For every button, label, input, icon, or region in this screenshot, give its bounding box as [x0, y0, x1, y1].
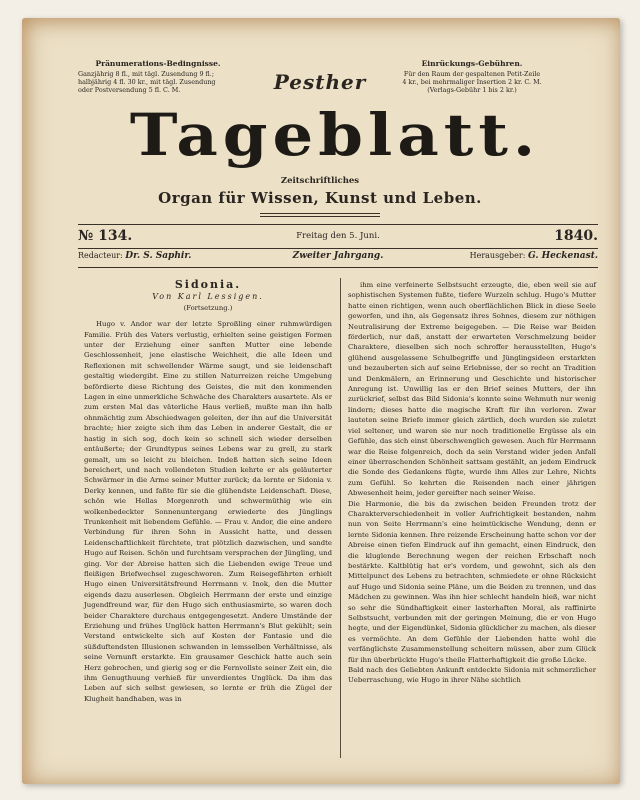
masthead-subtitle: Zeitschriftliches: [280, 176, 360, 186]
article-column-left: [84, 280, 332, 704]
editor-label: Redacteur:: [78, 251, 123, 260]
volume: Zweiter Jahrgang.: [292, 251, 384, 261]
issue-date: Freitag den 5. Juni.: [296, 231, 380, 241]
issue-year: 1840.: [554, 228, 598, 244]
masthead-city: Pesther: [273, 70, 367, 94]
article-author: Von Karl Lessigen.: [152, 292, 264, 302]
issue-number: № 134.: [78, 228, 133, 244]
article-continued: (Fortsetzung.): [183, 303, 233, 312]
editor-name: Dr. S. Saphir.: [125, 251, 192, 261]
fees-line: (Verlags-Gebühr 1 bis 2 kr.): [427, 86, 517, 94]
subscription-line: oder Postversendung 5 fl. C. M.: [78, 86, 181, 94]
subscription-line: Ganzjährig 8 fl., mit tägl. Zusendung 9 fl.;: [78, 70, 214, 78]
column-divider: [340, 278, 341, 758]
issue-line: [78, 228, 598, 248]
staff-line: [78, 251, 598, 265]
ornament-rule: [260, 213, 380, 217]
publisher-name: G. Heckenast.: [527, 251, 598, 261]
article-text: ihm eine verfeinerte Selbstsucht erzeugte, die, eben weil sie auf sophistischen Systemen fußte, tiefere Wurzeln schlug. Hugo's Mutter hatte einen richtigen, wenn auch oberflächlichen Blick in diese Seele geworfen, und ihn, als Gegensatz ihres Sohnes, diesem zur nöthigen Neutralisirung der Extreme beigegeben. — Die Reise war Beiden förderlich, nur daß, anstatt der erwarteten Verschmelzung beider Charaktere, dieselben sich noch schroffer herausstellten, Hugo's glühend ausgelassene Schulbegriffe und Jünglingsideen erstarkten und bezauberten sich auf seine Erlebnisse, der so recht an Tradition und Denkmälern, an Erinnerung und Geschichte und historischer Anregung ist. Unwillig las er den Brief seines Mutters, der ihn zurückrief, selbst das Bild Sidonia's konnte seine Wehmuth nur wenig lindern; dieses hatte die magische Kraft für ihn verloren. Zwar lauteten seine Briefe immer gleich zärtlich, doch wurden sie zuletzt viel seltener, und waren sie nur noch traditionelle Ergüsse als ein Gefühle, das sich einst überschwenglich gewesen. Auch für Herrmann war die Reise folgenreich, doch da sein Verstand wider jeden Anfall einer überraschenden Schönheit sattsam gestählt, an jedem Eindruck die Sonde des Gedankens fügte, wurde ihm Alles zur Lehre, Nichts zum Gefühl. So kehrten die Reisenden nach einer jährigen Abwesenheit heim, jeder gereifter nach seiner Weise. Die Harmonie, die bis da zwischen beiden Freunden trotz der Charakterverschiedenheit in voller Aufrichtigkeit bestanden, nahm nun von Seite Herrmann's eine heimtückische Wendung, denn er lernte Sidonia kennen. Ihre reizende Erscheinung hatte schon vor der Abreise einen tiefen Eindruck auf ihn gemacht, einen Eindruck, den die kluglende Berechnung wegen der reichen Erbschaft noch bestärkte. Kaltblütig hat er's vordem, und gewohnt, sich als den Mittelpunct des Lebens zu betrachten, schmiedete er ohne Rücksicht auf Hugo und Sidonia seine Pläne, um die Beiden zu trennen, und das Mädchen zu gewinnen. Was ihn hier schlecht handeln hieß, war nicht so sehr die Sündhaftigkeit einer lasterhaften Moral, als raffinirte Selbstsucht, verbunden mit der geringen Meinung, die er von Hugo hegte, und der Eigendünkel, Sidonia glücklicher zu machen, als dieser es vermöchte. An dem Gefühle der Liebenden hatte wohl die verfänglichste Zusammenstellung scheitern müssen, aber zum Glück für ihn überbrückte Hugo's theile Flatterhaftigkeit die große Lücke. Bald nach des Geliebten Ankunft entdeckte Sidonia mit schmerzlicher Ueberraschung, wie Hugo in ihrer Nähe sichtlich: [348, 281, 596, 685]
article-title: Sidonia.: [174, 278, 242, 291]
mid-rule: [78, 248, 598, 249]
publisher-label: Herausgeber:: [469, 251, 526, 260]
subscription-title: Pränumerations-Bedingnisse.: [95, 59, 221, 68]
masthead-tagline: Organ für Wissen, Kunst und Leben.: [158, 189, 482, 207]
masthead-title: Tageblatt.: [129, 101, 541, 170]
article-text: Hugo v. Andor war der letzte Sproßling einer ruhmwürdigen Familie. Früh des Vaters verlustig, erhielten seine geistigen Formen unter der Erziehung einer sanften Mutter eine lebende Geschlossenheit, jene elastische Weichheit, die alle Ideen und Reflexionen mit schwellender Wärme saugt, und sie leidenschaft gestaltig wiedergibt. Eine zu stillen Naturreizen reiche Umgebung befördierte diese Richtung des Geistes, die mit den kommenden Lagen in eine unmerkliche Schwäche des Charakters ausartete. Als er zum ersten Mal das väterliche Haus verließ, mußte man ihn halb ohnmächtig zum Abschiedwagen geleiten, der ihn auf die Universität brachte; hier zeigte sich ihm das Leben in anderer Gestalt, die er hastig in sich sog, doch kein so schnell sich wieder derselben entäußerte; der Grundtypus seines Lebens war zu grell, zu stark gemalt, um so leicht zu bleichen. Indeß hatten sich seine Ideen bereichert, und nach vollendeten Studien kehrte er als geläuterter Schwärmer in die Arme seiner Mutter zurück; da lernte er Sidonia v. Derky kennen, und faßte für sie die glühendste Leidenschaft. Diese, schön wie Hellas Morgenroth und schwermüthig wie ein wolkenbedeckter Sonnenuntergang erwiederte des Jünglings Trunkenheit mit liebendem Gefühle. — Frau v. Andor, die eine andere Verbindung für ihren Sohn in Aussicht hatte, und dessen Leidenschaftlichkeit fürchtete, trat plötzlich dazwischen, und sandte Hugo auf Reisen. Schön und furchtsam versprachen der Jüngling, und ging. Vor der Abreise hatten sich die Liebenden ewige Treue und fleißigen Briefwechsel zugeschworen. Zum Reisegefährten erhielt Hugo einen Universitätsfreund Herrmann v. Inok, den die Mutter eigends dazu auserlesen. Obgleich Herrmann der erste und einzige Jugendfreund war, für den Hugo sich enthusiasmirte, so waren doch beider Charaktere durchaus entgegengesetzt. Andere Umstände der Erziehung und frühes Unglück hatten Herrmann's Blut gekühlt; sein Verstand entwickelte sich auf Kosten der Fantasie und die süßduftendsten Illusionen schwanden in lemsselben Verhältnisse, als seine Vernunft erstarkte. Ein grausamer Geschick hatte auch sein Herz gebrochen, und gierig sog er die Fernvollste seiner Zeit ein, die ihm Genugthuung verhieß für unverdientes Unglück. Da ihm das Leben auf sich selbst gewiesen, so lernte er früh die Zügel der Klugheit handhaben, was in: [84, 320, 332, 703]
publisher: [470, 251, 598, 261]
fees-line: Für den Raum der gespaltenen Petit-Zeile: [403, 70, 541, 78]
fees-title: Einrückungs-Gebühren.: [421, 59, 523, 68]
top-rule: [78, 224, 598, 225]
bottom-rule: [78, 267, 598, 268]
fees-line: 4 kr., bei mehrmaliger Insertion 2 kr. C. M.: [402, 78, 542, 86]
subscription-line: halbjährig 4 fl. 30 kr., mit tägl. Zusendung: [78, 78, 216, 86]
article-column-right: [348, 280, 596, 686]
